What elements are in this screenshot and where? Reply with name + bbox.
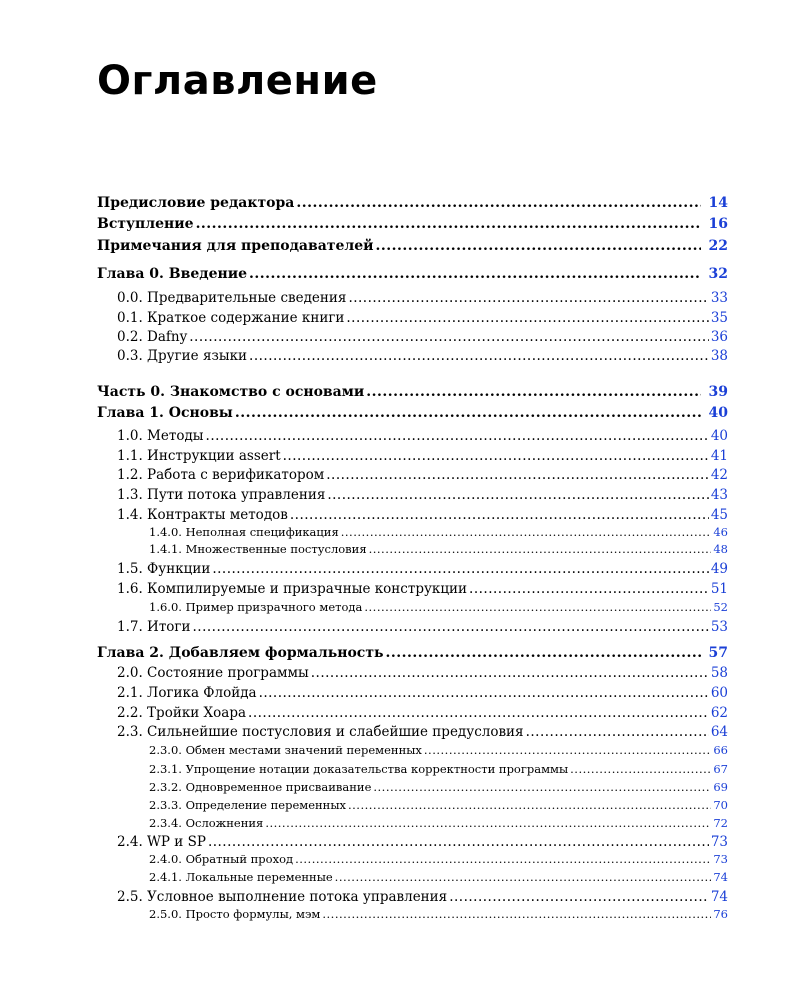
toc-entry-title: 1.6.0. Пример призрачного метода bbox=[149, 600, 363, 614]
toc-entry-page[interactable]: 33 bbox=[710, 290, 728, 306]
toc-entry[interactable] bbox=[117, 619, 728, 638]
dot-leader bbox=[376, 238, 701, 254]
toc-entry-page[interactable]: 67 bbox=[713, 762, 728, 776]
dot-leader bbox=[369, 542, 712, 556]
toc-entry[interactable] bbox=[117, 428, 728, 447]
toc-entry-page[interactable]: 74 bbox=[710, 889, 728, 905]
toc-entry-title: 1.6. Компилируемые и призрачные конструкции bbox=[117, 581, 468, 597]
toc-entry-page[interactable]: 74 bbox=[713, 870, 728, 884]
toc-entry-page[interactable]: 73 bbox=[710, 834, 728, 850]
toc-entry-title: 2.3.2. Одновременное присваивание bbox=[149, 780, 372, 794]
dot-leader bbox=[259, 685, 709, 701]
toc-entry[interactable] bbox=[117, 889, 728, 908]
dot-leader bbox=[570, 762, 711, 776]
toc-entry-title: 2.2. Тройки Хоара bbox=[117, 705, 247, 721]
dot-leader bbox=[424, 743, 711, 757]
toc-entry[interactable] bbox=[117, 561, 728, 580]
toc-entry[interactable] bbox=[117, 581, 728, 600]
dot-leader bbox=[208, 834, 709, 850]
toc-entry[interactable] bbox=[149, 542, 728, 559]
toc-entry[interactable] bbox=[149, 798, 728, 815]
toc-entry-page[interactable]: 42 bbox=[710, 467, 728, 483]
dot-leader bbox=[364, 600, 711, 614]
dot-leader bbox=[348, 290, 708, 306]
dot-leader bbox=[469, 581, 709, 597]
toc-entry-page[interactable]: 57 bbox=[708, 645, 728, 661]
dot-leader bbox=[296, 195, 700, 211]
toc-entry[interactable] bbox=[97, 216, 728, 236]
toc-entry-page[interactable]: 45 bbox=[710, 507, 728, 523]
toc-entry[interactable] bbox=[97, 238, 728, 258]
toc-entry-page[interactable]: 40 bbox=[710, 428, 728, 444]
toc-entry[interactable] bbox=[97, 405, 728, 425]
toc-entry-title: 1.4.0. Неполная спецификация bbox=[149, 525, 339, 539]
dot-leader bbox=[449, 889, 709, 905]
dot-leader bbox=[386, 645, 701, 661]
dot-leader bbox=[373, 780, 711, 794]
toc-entry[interactable] bbox=[117, 448, 728, 467]
toc-entry-title: 1.3. Пути потока управления bbox=[117, 487, 326, 503]
toc-entry-page[interactable]: 60 bbox=[710, 685, 728, 701]
toc-entry-page[interactable]: 49 bbox=[710, 561, 728, 577]
toc-entry-page[interactable]: 48 bbox=[713, 542, 728, 556]
toc-entry-title: Часть 0. Знакомство с основами bbox=[97, 384, 365, 400]
dot-leader bbox=[311, 665, 709, 681]
dot-leader bbox=[322, 907, 711, 921]
dot-leader bbox=[212, 561, 708, 577]
toc-entry-page[interactable]: 72 bbox=[713, 816, 728, 830]
toc-entry-page[interactable]: 40 bbox=[708, 405, 728, 421]
toc-entry-page[interactable]: 38 bbox=[710, 348, 728, 364]
toc-entry[interactable] bbox=[149, 852, 728, 869]
toc-entry-page[interactable]: 16 bbox=[708, 216, 728, 232]
dot-leader bbox=[326, 467, 709, 483]
dot-leader bbox=[290, 507, 709, 523]
dot-leader bbox=[283, 448, 709, 464]
toc-entry-title: 0.0. Предварительные сведения bbox=[117, 290, 347, 306]
toc-entry-title: 2.1. Логика Флойда bbox=[117, 685, 257, 701]
toc-entry-title: 1.2. Работа с верификатором bbox=[117, 467, 325, 483]
toc-entry-page[interactable]: 43 bbox=[710, 487, 728, 503]
toc-entry-page[interactable]: 73 bbox=[713, 852, 728, 866]
toc-entry-title: 0.2. Dafny bbox=[117, 329, 188, 345]
dot-leader bbox=[341, 525, 712, 539]
dot-leader bbox=[295, 852, 711, 866]
toc-entry[interactable] bbox=[117, 685, 728, 704]
dot-leader bbox=[366, 384, 700, 400]
toc-entry[interactable] bbox=[149, 600, 728, 617]
dot-leader bbox=[265, 816, 711, 830]
toc-entry-page[interactable]: 46 bbox=[713, 525, 728, 539]
toc-entry-title: 2.3.1. Упрощение нотации доказательства корректности программы bbox=[149, 762, 569, 776]
dot-leader bbox=[248, 705, 709, 721]
toc-entry-page[interactable]: 35 bbox=[710, 310, 728, 326]
toc-entry-title: 2.4. WP и SP bbox=[117, 834, 206, 850]
toc-entry-page[interactable]: 76 bbox=[713, 907, 728, 921]
toc-entry[interactable] bbox=[117, 348, 728, 367]
toc-entry[interactable] bbox=[117, 665, 728, 684]
toc-entry-page[interactable]: 51 bbox=[710, 581, 728, 597]
toc-entry[interactable] bbox=[117, 467, 728, 486]
toc-entry-title: Примечания для преподавателей bbox=[97, 238, 374, 254]
toc-entry-title: 1.5. Функции bbox=[117, 561, 211, 577]
toc-entry-title: 2.3.4. Осложнения bbox=[149, 816, 264, 830]
toc-entry-title: 2.0. Состояние программы bbox=[117, 665, 309, 681]
dot-leader bbox=[526, 724, 709, 740]
toc-entry-page[interactable]: 36 bbox=[710, 329, 728, 345]
dot-leader bbox=[335, 870, 712, 884]
toc-entry-page[interactable]: 62 bbox=[710, 705, 728, 721]
dot-leader bbox=[249, 266, 701, 282]
dot-leader bbox=[235, 405, 701, 421]
toc-entry[interactable] bbox=[117, 724, 728, 743]
toc-entry[interactable] bbox=[97, 266, 728, 286]
toc-entry-title: Вступление bbox=[97, 216, 194, 232]
toc-entry[interactable] bbox=[97, 195, 728, 215]
toc-entry-title: 1.0. Методы bbox=[117, 428, 204, 444]
toc-entry-title: 2.3. Сильнейшие постусловия и слабейшие предусловия bbox=[117, 724, 524, 740]
toc-entry[interactable] bbox=[117, 487, 728, 506]
dot-leader bbox=[196, 216, 701, 232]
toc-entry-title: Глава 0. Введение bbox=[97, 266, 248, 282]
toc-entry-page[interactable]: 22 bbox=[708, 238, 728, 254]
toc-entry-title: 2.4.1. Локальные переменные bbox=[149, 870, 333, 884]
toc-entry-title: 2.3.0. Обмен местами значений переменных bbox=[149, 743, 422, 757]
toc-entry[interactable] bbox=[149, 525, 728, 542]
toc-entry-page[interactable]: 69 bbox=[713, 780, 728, 794]
page-title: Оглавление bbox=[97, 58, 378, 104]
toc-entry-page[interactable]: 64 bbox=[710, 724, 728, 740]
toc-entry[interactable] bbox=[149, 780, 728, 797]
dot-leader bbox=[189, 329, 709, 345]
toc-entry-page[interactable]: 70 bbox=[713, 798, 728, 812]
toc-entry-page[interactable]: 66 bbox=[713, 743, 728, 757]
toc-entry-title: Глава 1. Основы bbox=[97, 405, 233, 421]
toc-entry[interactable] bbox=[117, 310, 728, 329]
toc-entry-title: 1.1. Инструкции assert bbox=[117, 448, 281, 464]
toc-entry[interactable] bbox=[149, 743, 728, 760]
toc-entry-title: 0.3. Другие языки bbox=[117, 348, 248, 364]
toc-entry[interactable] bbox=[117, 834, 728, 853]
toc-entry[interactable] bbox=[149, 816, 728, 833]
toc-entry-page[interactable]: 53 bbox=[710, 619, 728, 635]
dot-leader bbox=[193, 619, 709, 635]
toc-entry-title: 1.7. Итоги bbox=[117, 619, 191, 635]
toc-entry-title: 2.5. Условное выполнение потока управления bbox=[117, 889, 448, 905]
toc-entry-title: 2.3.3. Определение переменных bbox=[149, 798, 346, 812]
toc-entry-page[interactable]: 14 bbox=[708, 195, 728, 211]
toc-entry-page[interactable]: 41 bbox=[710, 448, 728, 464]
toc-entry-title: Предисловие редактора bbox=[97, 195, 295, 211]
toc-entry[interactable] bbox=[97, 384, 728, 404]
toc-entry[interactable] bbox=[149, 762, 728, 779]
toc-entry-page[interactable]: 39 bbox=[708, 384, 728, 400]
toc-entry-page[interactable]: 58 bbox=[710, 665, 728, 681]
toc-entry-page[interactable]: 52 bbox=[713, 600, 728, 614]
toc-entry[interactable] bbox=[117, 507, 728, 526]
toc-entry-title: 2.4.0. Обратный проход bbox=[149, 852, 294, 866]
toc-entry-title: 1.4.1. Множественные постусловия bbox=[149, 542, 367, 556]
toc-entry[interactable] bbox=[117, 290, 728, 309]
toc-entry[interactable] bbox=[149, 870, 728, 887]
toc-entry[interactable] bbox=[117, 329, 728, 348]
toc-entry-title: 0.1. Краткое содержание книги bbox=[117, 310, 345, 326]
dot-leader bbox=[327, 487, 708, 503]
toc-entry[interactable] bbox=[97, 645, 728, 665]
toc-entry-page[interactable]: 32 bbox=[708, 266, 728, 282]
toc-entry-title: Глава 2. Добавляем формальность bbox=[97, 645, 384, 661]
dot-leader bbox=[346, 310, 708, 326]
dot-leader bbox=[348, 798, 711, 812]
toc-entry-title: 1.4. Контракты методов bbox=[117, 507, 288, 523]
toc-entry[interactable] bbox=[149, 907, 728, 924]
dot-leader bbox=[249, 348, 709, 364]
toc-entry[interactable] bbox=[117, 705, 728, 724]
toc-entry-title: 2.5.0. Просто формулы, мэм bbox=[149, 907, 321, 921]
dot-leader bbox=[206, 428, 709, 444]
